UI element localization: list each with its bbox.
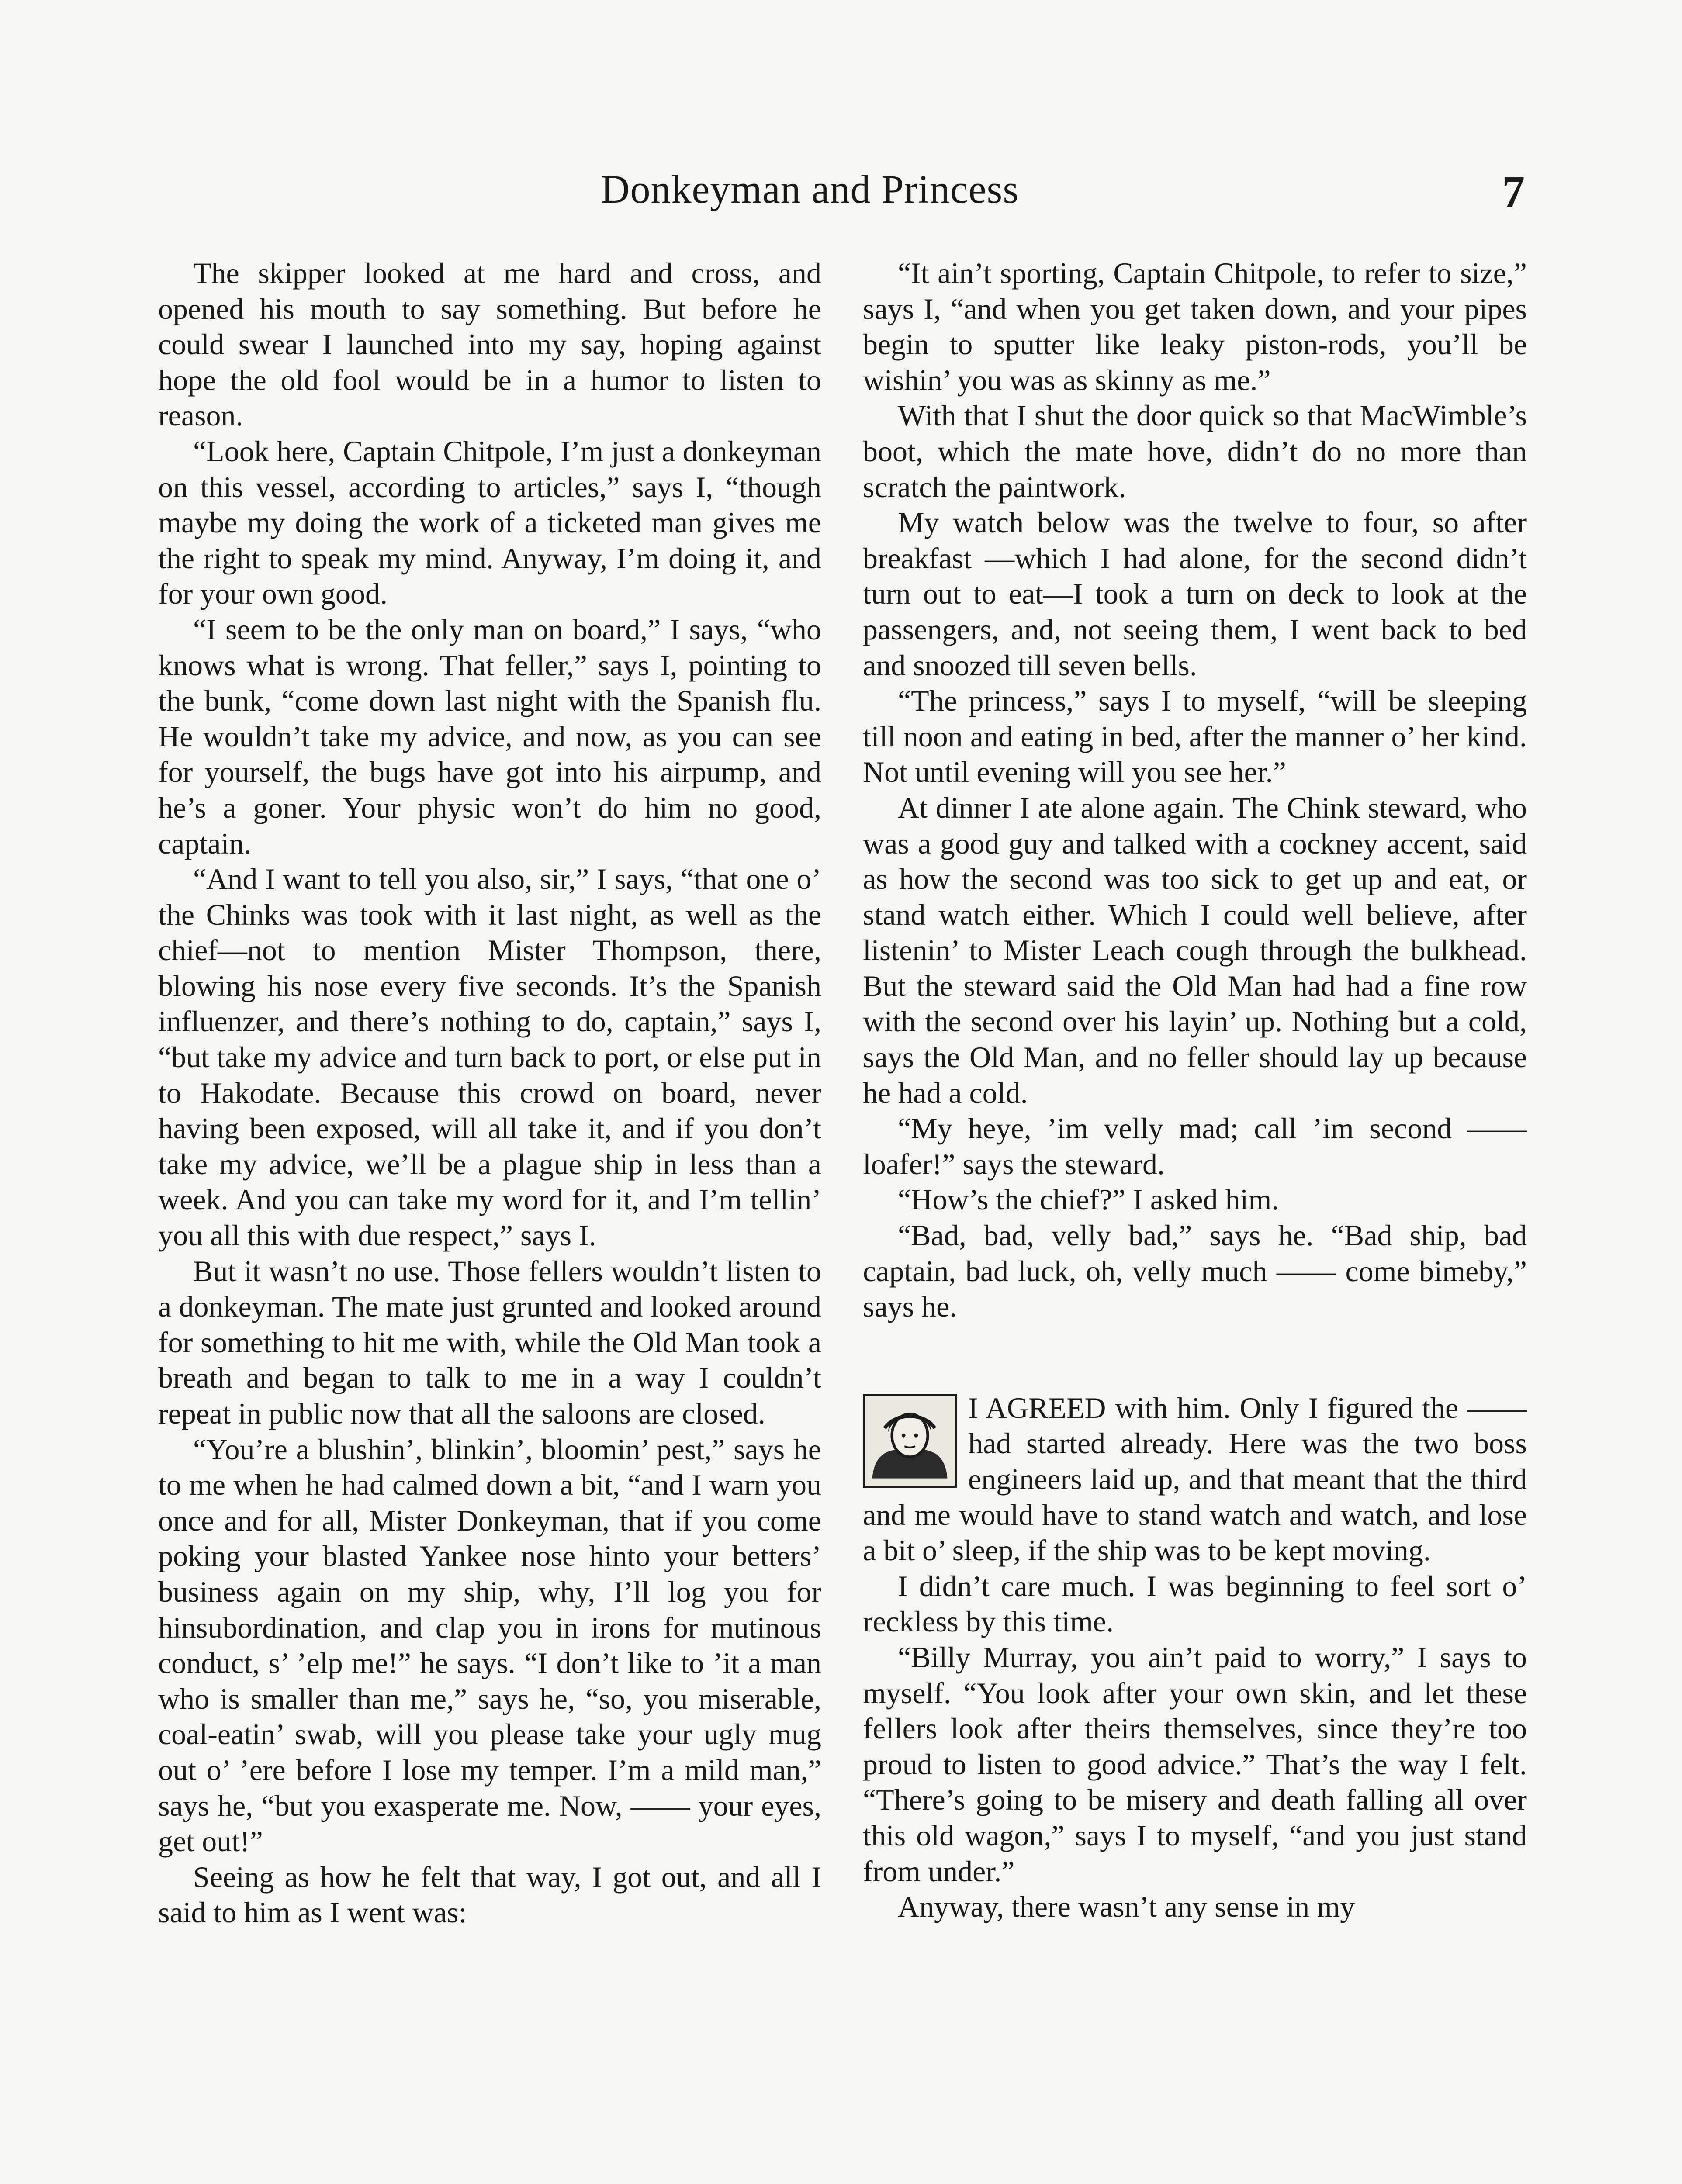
- paragraph: With that I shut the door quick so that MacWimble’s boot, which the mate hove, didn’t do no more than scratch the paintwork.: [863, 399, 1527, 504]
- running-title: Donkeyman and Princess: [601, 167, 1019, 211]
- dropcap-portrait-icon: [863, 1394, 957, 1488]
- paragraph: “Billy Murray, you ain’t paid to worry,” I says to myself. “You look after your own skin, and let these fellers look after theirs themselves, since they’re too proud to listen to good advice.” That’s the way I felt. “There’s going to be misery and death falling all over this old wagon,” says I to myself, “and you just stand from under.”: [863, 1640, 1527, 1888]
- paragraph: “It ain’t sporting, Captain Chitpole, to refer to size,” says I, “and when you get taken down, and your pipes begin to sputter like leaky piston-rods, you’ll be wishin’ you was as skinny as me.”: [863, 256, 1527, 397]
- paragraph: “Look here, Captain Chitpole, I’m just a donkeyman on this vessel, according to articles,” says I, “though maybe my doing the work of a ticketed man gives me the right to speak my mind. Anyway, I’m doing it, and for your own good.: [158, 434, 821, 611]
- paragraph: Anyway, there wasn’t any sense in my: [898, 1890, 1355, 1924]
- paragraph: “You’re a blushin’, blinkin’, bloomin’ pest,” says he to me when he had calmed down a bit, “and I warn you once and for all, Mister Donkeyman, that if you come poking your blasted Yankee nose hinto your betters’ business again on my ship, why, I’ll log you for hinsubordination, and clap you in irons for mutinous conduct, s’ ’elp me!” he says. “I don’t like to ’it a man who is smaller than me,” says he, “so, you miserable, coal-eatin’ swab, will you please take your ugly mug out o’ ’ere before I lose my temper. I’m a mild man,” says he, “but you exasperate me. Now, —— your eyes, get out!”: [158, 1432, 821, 1858]
- paragraph: “And I want to tell you also, sir,” I says, “that one o’ the Chinks was took with it last night, as well as the chief—not to mention Mister Thompson, there, blowing his nose every five seconds. It’s the Spanish influenzer, and there’s nothing to do, captain,” says I, “but take my advice and turn back to port, or else put in to Hakodate. Because this crowd on board, never having been exposed, will all take it, and if you don’t take my advice, we’ll be a plague ship in less than a week. And you can take my word for it, and I’m tellin’ you all this with due respect,” says I.: [158, 862, 821, 1252]
- left-column: [158, 256, 821, 1931]
- paragraph: The skipper looked at me hard and cross, and opened his mouth to say something. But before he could swear I launched into my say, hoping against hope the old fool would be in a humor to listen to reason.: [158, 256, 821, 432]
- paragraph: But it wasn’t no use. Those fellers wouldn’t listen to a donkeyman. The mate just grunted and looked around for something to hit me with, while the Old Man took a breath and began to talk to me in a way I couldn’t repeat in public now that all the saloons are closed.: [158, 1254, 821, 1430]
- paragraph: “I seem to be the only man on board,” I says, “who knows what is wrong. That feller,” says I, pointing to the bunk, “come down last night with the Spanish flu. He wouldn’t take my advice, and now, as you can see for yourself, the bugs have got into his airpump, and he’s a goner. Your physic won’t do him no good, captain.: [158, 612, 821, 860]
- paragraph: “My heye, ’im velly mad; call ’im second —— loafer!” says the steward.: [863, 1112, 1527, 1181]
- paragraph: I didn’t care much. I was beginning to feel sort o’ reckless by this time.: [863, 1569, 1527, 1638]
- right-column: [863, 256, 1527, 1925]
- paragraph: “How’s the chief?” I asked him.: [898, 1183, 1279, 1216]
- paragraph: “The princess,” says I to myself, “will be sleeping till noon and eating in bed, after the manner o’ her kind. Not until evening will you see her.”: [863, 684, 1527, 789]
- paragraph: Seeing as how he felt that way, I got out, and all I said to him as I went was:: [158, 1860, 821, 1929]
- section-break: [863, 1325, 1527, 1390]
- paragraph: “Bad, bad, velly bad,” says he. “Bad ship, bad captain, bad luck, oh, velly much —— come bimeby,” says he.: [863, 1219, 1527, 1324]
- paragraph: My watch below was the twelve to four, so after breakfast —which I had alone, for the second didn’t turn out to eat—I took a turn on deck to look at the passengers, and, not seeing them, I went back to bed and snoozed till seven bells.: [863, 506, 1527, 682]
- paragraph: At dinner I ate alone again. The Chink steward, who was a good guy and talked with a cockney accent, said as how the second was too sick to get up and eat, or stand watch either. Which I could well believe, after listenin’ to Mister Leach cough through the bulkhead. But the steward said the Old Man had had a fine row with the second over his layin’ up. Nothing but a cold, says the Old Man, and no feller should lay up because he had a cold.: [863, 791, 1527, 1109]
- dropcap-paragraph-text: I AGREED with him. Only I figured the —— had started already. Here was the two boss engineers laid up, and that meant that the third and me would have to stand watch and watch, and lose a bit o’ sleep, if the ship was to be kept moving.: [863, 1391, 1527, 1567]
- page-header: [0, 166, 1682, 223]
- dropcap-paragraph: [863, 1390, 1527, 1569]
- page-number: 7: [1502, 167, 1525, 217]
